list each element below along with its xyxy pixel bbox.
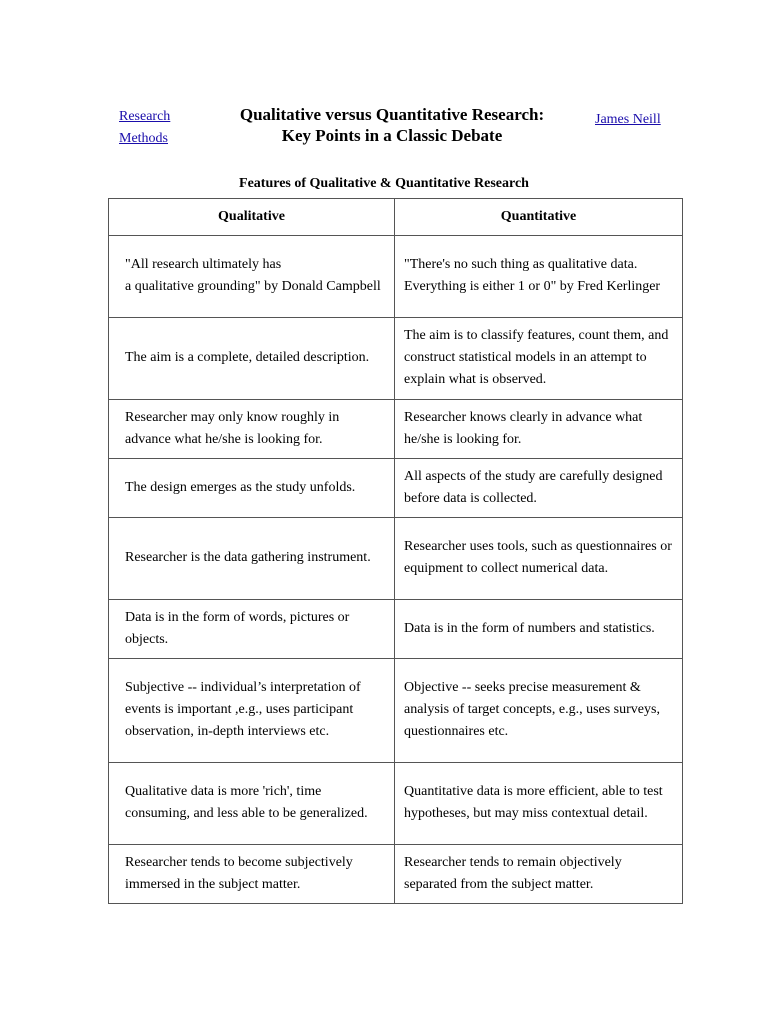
qualitative-cell: "All research ultimately has a qualitative grounding" by Donald Campbell bbox=[109, 236, 395, 318]
features-table bbox=[108, 198, 683, 904]
page-header bbox=[0, 104, 768, 154]
quantitative-cell: Quantitative data is more efficient, able to test hypotheses, but may miss contextual detail. bbox=[395, 763, 683, 845]
table-row bbox=[109, 763, 683, 845]
table-row bbox=[109, 518, 683, 600]
qualitative-cell: Researcher tends to become subjectively immersed in the subject matter. bbox=[109, 845, 395, 904]
quantitative-cell: The aim is to classify features, count them, and construct statistical models in an attempt to explain what is observed. bbox=[395, 318, 683, 400]
table-row bbox=[109, 318, 683, 400]
table-header-row bbox=[109, 199, 683, 236]
table-row bbox=[109, 400, 683, 459]
table-row bbox=[109, 236, 683, 318]
quantitative-cell: Objective -- seeks precise measurement & analysis of target concepts, e.g., uses surveys, questionnaires etc. bbox=[395, 659, 683, 763]
qualitative-cell: The design emerges as the study unfolds. bbox=[109, 459, 395, 518]
table-row bbox=[109, 459, 683, 518]
qualitative-cell: Subjective -- individual’s interpretation of events is important ,e.g., uses participant observation, in-depth interviews etc. bbox=[109, 659, 395, 763]
table-row bbox=[109, 845, 683, 904]
quantitative-cell: Researcher tends to remain objectively separated from the subject matter. bbox=[395, 845, 683, 904]
qualitative-cell: Researcher may only know roughly in advance what he/she is looking for. bbox=[109, 400, 395, 459]
page-title bbox=[205, 104, 579, 146]
title-line-2: Key Points in a Classic Debate bbox=[281, 126, 503, 145]
column-header-quantitative: Quantitative bbox=[395, 199, 683, 236]
quantitative-cell: Researcher knows clearly in advance what he/she is looking for. bbox=[395, 400, 683, 459]
author-link[interactable]: James Neill bbox=[595, 112, 661, 127]
quantitative-cell: Data is in the form of numbers and statistics. bbox=[395, 600, 683, 659]
table-caption: Features of Qualitative & Quantitative Research bbox=[239, 176, 529, 191]
quantitative-cell: "There's no such thing as qualitative data. Everything is either 1 or 0" by Fred Kerlinger bbox=[395, 236, 683, 318]
quantitative-cell: Researcher uses tools, such as questionnaires or equipment to collect numerical data. bbox=[395, 518, 683, 600]
qualitative-cell: Researcher is the data gathering instrument. bbox=[109, 518, 395, 600]
quantitative-cell: All aspects of the study are carefully designed before data is collected. bbox=[395, 459, 683, 518]
table-row bbox=[109, 600, 683, 659]
title-line-1: Qualitative versus Quantitative Research: bbox=[239, 105, 545, 124]
qualitative-cell: The aim is a complete, detailed description. bbox=[109, 318, 395, 400]
column-header-qualitative: Qualitative bbox=[109, 199, 395, 236]
table-row bbox=[109, 659, 683, 763]
qualitative-cell: Qualitative data is more 'rich', time consuming, and less able to be generalized. bbox=[109, 763, 395, 845]
qualitative-cell: Data is in the form of words, pictures or objects. bbox=[109, 600, 395, 659]
research-methods-link[interactable]: Research Methods bbox=[119, 109, 171, 146]
